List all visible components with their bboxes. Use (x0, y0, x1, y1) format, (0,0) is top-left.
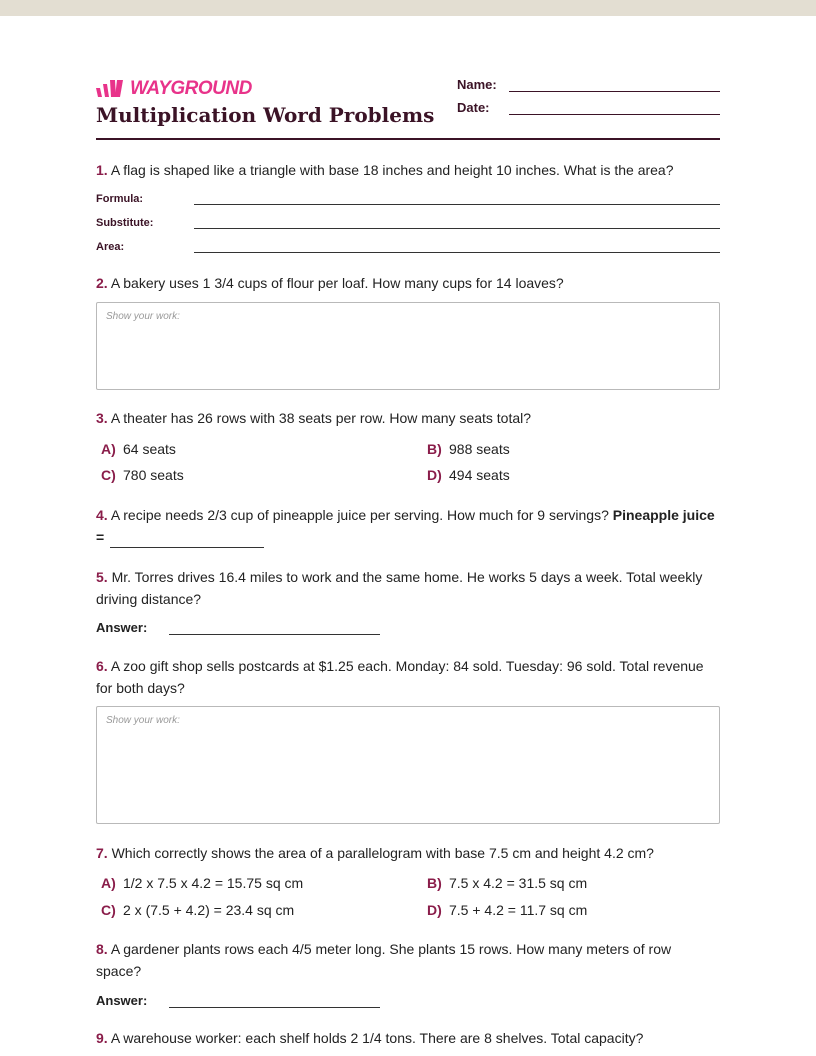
answer-label: Answer: (96, 620, 148, 635)
question-text: A flag is shaped like a triangle with base 18 inches and height 10 inches. What is the area? (110, 162, 674, 178)
question-number: 1. (96, 162, 108, 178)
substitute-field[interactable] (96, 216, 720, 229)
choice-text: 2 x (7.5 + 4.2) = 23.4 sq cm (123, 902, 295, 918)
choice-c[interactable] (96, 467, 184, 483)
area-line[interactable] (194, 240, 720, 253)
choice-d[interactable] (422, 902, 587, 918)
question-number: 2. (96, 275, 108, 291)
choice-letter: B) (427, 875, 442, 891)
choice-letter: C) (101, 467, 116, 483)
choice-text: 64 seats (123, 441, 176, 457)
question-2 (96, 272, 720, 294)
question-number: 4. (96, 507, 108, 523)
choice-text: 7.5 x 4.2 = 31.5 sq cm (449, 875, 588, 891)
question-4 (96, 504, 720, 548)
question-text: A gardener plants rows each 4/5 meter long. She plants 15 rows. How many meters of row space? (96, 941, 672, 979)
name-field[interactable] (457, 77, 720, 92)
date-line[interactable] (509, 100, 720, 115)
answer-label: Answer: (96, 993, 148, 1008)
question-number: 7. (96, 845, 108, 861)
choice-letter: A) (101, 875, 116, 891)
question-number: 9. (96, 1030, 108, 1046)
choice-a[interactable] (96, 441, 176, 457)
choice-letter: B) (427, 441, 442, 457)
page-title: Multiplication Word Problems (96, 103, 435, 127)
question-text: A theater has 26 rows with 38 seats per row. How many seats total? (110, 410, 532, 426)
answer-field[interactable] (96, 993, 380, 1008)
choice-b[interactable] (422, 441, 510, 457)
choice-letter: D) (427, 902, 442, 918)
question-number: 5. (96, 569, 108, 585)
name-label: Name: (457, 77, 497, 92)
top-bar (0, 0, 816, 16)
question-text: A bakery uses 1 3/4 cups of flour per loaf. How many cups for 14 loaves? (110, 275, 564, 291)
choice-text: 780 seats (123, 467, 184, 483)
formula-line[interactable] (194, 192, 720, 205)
question-9 (96, 1027, 720, 1049)
question-5 (96, 566, 720, 610)
answer-line[interactable] (110, 533, 264, 548)
area-label: Area: (96, 241, 125, 253)
question-1 (96, 159, 720, 181)
choice-letter: C) (101, 902, 116, 918)
question-8 (96, 938, 720, 982)
question-3 (96, 407, 720, 429)
question-7 (96, 842, 720, 864)
question-6 (96, 655, 720, 699)
choice-text: 1/2 x 7.5 x 4.2 = 15.75 sq cm (123, 875, 304, 891)
question-text: A recipe needs 2/3 cup of pineapple juice per serving. How much for 9 servings? (110, 507, 609, 523)
wayground-logo-icon (96, 80, 126, 98)
formula-field[interactable] (96, 192, 720, 205)
question-text: Which correctly shows the area of a parallelogram with base 7.5 cm and height 4.2 cm? (111, 845, 654, 861)
work-placeholder: Show your work: (106, 715, 180, 726)
choice-text: 7.5 + 4.2 = 11.7 sq cm (449, 902, 588, 918)
header-divider (96, 138, 720, 140)
question-text: Mr. Torres drives 16.4 miles to work and the same home. He works 5 days a week. Total weekly driving distance? (96, 569, 703, 607)
choice-letter: A) (101, 441, 116, 457)
formula-label: Formula: (96, 193, 144, 205)
choice-text: 494 seats (449, 467, 510, 483)
work-box[interactable] (96, 706, 720, 824)
answer-line[interactable] (169, 997, 380, 1008)
choice-d[interactable] (422, 467, 510, 483)
answer-line[interactable] (169, 624, 380, 635)
question-text: A warehouse worker: each shelf holds 2 1/4 tons. There are 8 shelves. Total capacity? (110, 1030, 644, 1046)
question-text: A zoo gift shop sells postcards at $1.25 each. Monday: 84 sold. Tuesday: 96 sold. Total revenue for both days? (96, 658, 704, 696)
answer-label: Pineapple juice = (96, 507, 715, 545)
date-field[interactable] (457, 100, 720, 115)
work-box[interactable] (96, 302, 720, 390)
question-number: 6. (96, 658, 108, 674)
choice-letter: D) (427, 467, 442, 483)
work-placeholder: Show your work: (106, 311, 180, 322)
question-number: 8. (96, 941, 108, 957)
substitute-line[interactable] (194, 216, 720, 229)
substitute-label: Substitute: (96, 217, 154, 229)
name-line[interactable] (509, 77, 720, 92)
question-number: 3. (96, 410, 108, 426)
brand-name: WAYGROUND (130, 78, 252, 99)
brand-logo (96, 78, 252, 100)
date-label: Date: (457, 100, 490, 115)
choice-a[interactable] (96, 875, 303, 891)
answer-field[interactable] (96, 620, 380, 635)
choice-text: 988 seats (449, 441, 510, 457)
choice-b[interactable] (422, 875, 587, 891)
choice-c[interactable] (96, 902, 294, 918)
area-field[interactable] (96, 240, 720, 253)
